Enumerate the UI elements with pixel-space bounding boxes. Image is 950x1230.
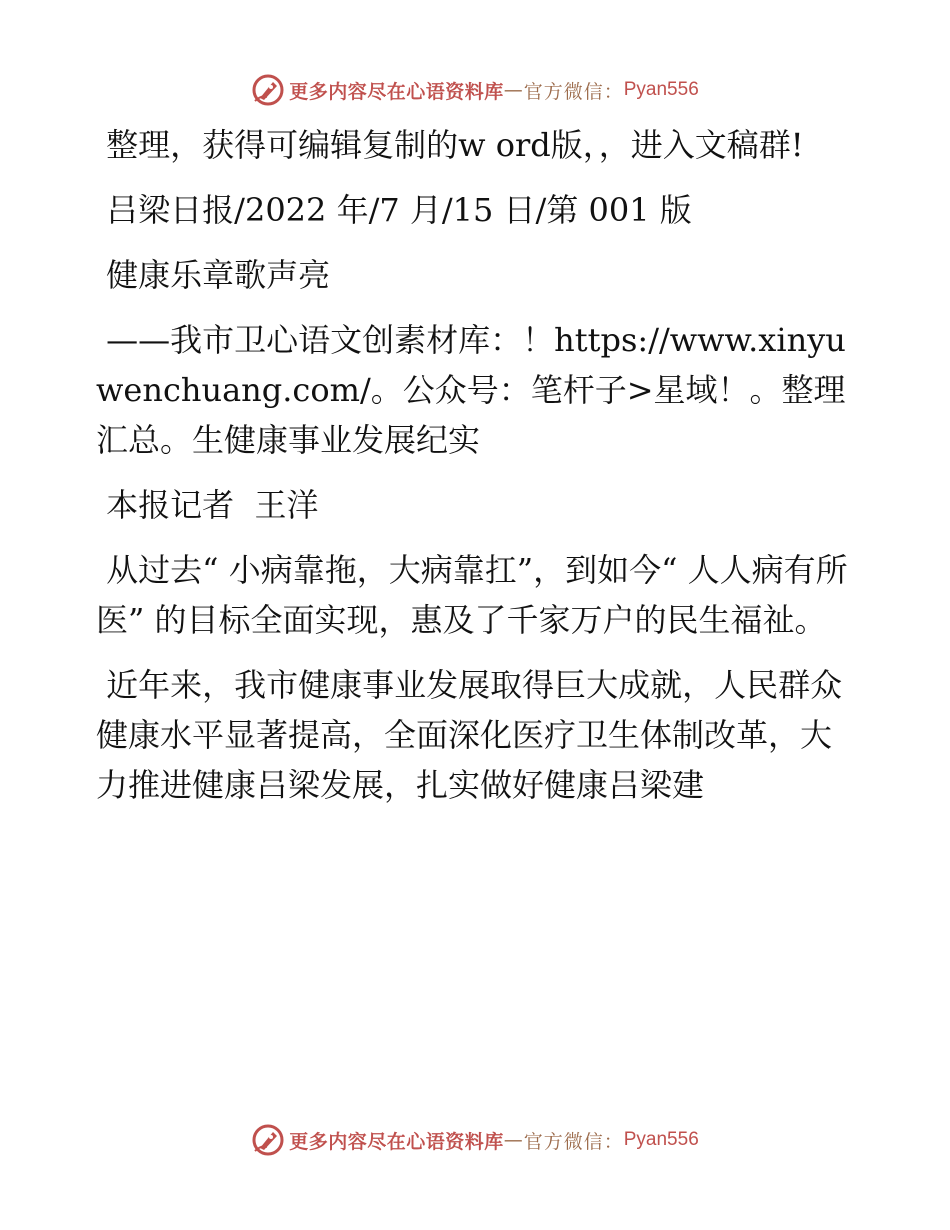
pen-nib-logo-icon <box>251 1123 285 1157</box>
pen-nib-logo-icon <box>251 73 285 107</box>
banner-dash: — <box>503 1129 524 1151</box>
banner-wechat-label: 官方微信： <box>523 80 624 103</box>
banner-main-text: 更多内容尽在心语资料库 <box>289 80 504 103</box>
banner-wechat-id: Pyan556 <box>623 1129 699 1150</box>
banner-main-text: 更多内容尽在心语资料库 <box>289 1130 504 1153</box>
article-byline: 本报记者 王洋 <box>96 486 319 524</box>
paragraph-intro: 整理，获得可编辑复制的w ord版，，进入文稿群! <box>96 126 804 164</box>
banner-dash: — <box>503 79 524 101</box>
article-title: 健康乐章歌声亮 <box>96 256 331 294</box>
header-banner <box>0 70 950 110</box>
banner-wechat-id: Pyan556 <box>623 79 699 100</box>
banner-wechat-label: 官方微信： <box>523 1130 624 1153</box>
document-body <box>96 120 856 825</box>
paragraph-source-line: 吕梁日报/2022 年/7 月/15 日/第 001 版 <box>96 191 692 229</box>
article-subtitle: ——我市卫心语文创素材库：！https://www.xinyuwenchuang.com/。公众号：笔杆子>星域！。整理汇总。生健康事业发展纪实 <box>96 321 846 459</box>
paragraph-body-1: 从过去“ 小病靠拖，大病靠扛”，到如今“ 人人病有所医” 的目标全面实现，惠及了千家万户的民生福祉。 <box>96 551 848 639</box>
footer-banner <box>0 1120 950 1160</box>
paragraph-body-2: 近年来，我市健康事业发展取得巨大成就，人民群众健康水平显著提高，全面深化医疗卫生体制改革，大力推进健康吕梁发展，扎实做好健康吕梁建 <box>96 666 843 804</box>
